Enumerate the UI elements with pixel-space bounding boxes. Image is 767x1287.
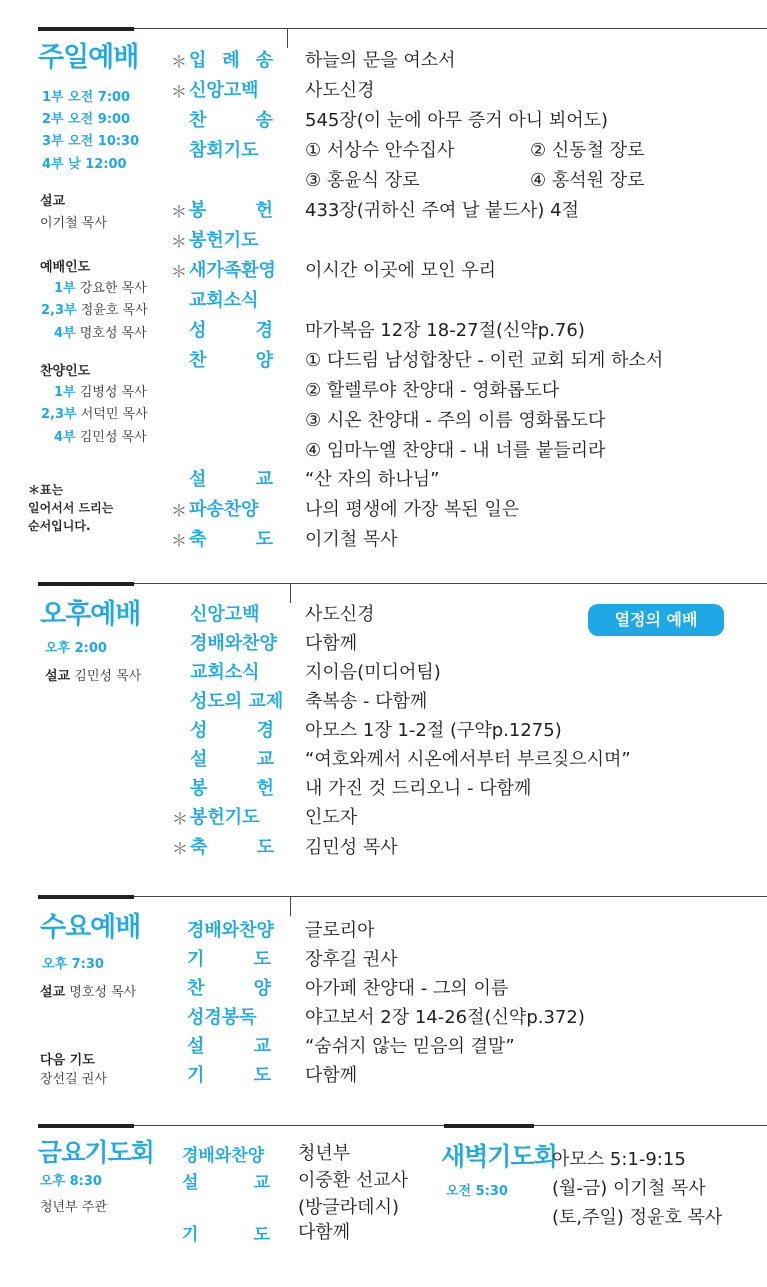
- service-time: 오후 2:00: [45, 641, 107, 656]
- order-label: 신앙고백: [190, 604, 260, 625]
- order-label: 봉헌기도: [190, 807, 260, 828]
- section-divider: [134, 896, 767, 897]
- praise-heading: 찬양인도: [40, 364, 91, 379]
- order-label: 성도의 교제: [190, 691, 284, 712]
- order-value: ② 신동철 장로: [530, 140, 645, 161]
- next-prayer-heading: 다음 기도: [40, 1053, 95, 1068]
- order-value: ④ 임마누엘 찬양대 - 내 너를 붙들리라: [305, 440, 606, 461]
- service-time: 오전 5:30: [446, 1184, 508, 1199]
- order-label: 경배와찬양: [182, 1146, 265, 1166]
- order-value: 이기철 목사: [305, 529, 398, 550]
- order-label: 축 도: [189, 529, 273, 550]
- order-value: ① 다드림 남성합창단 - 이런 교회 되게 하소서: [305, 350, 664, 371]
- order-value: 하늘의 문을 여소서: [305, 50, 456, 71]
- standing-note: ＊표는 일어서서 드리는 순서입니다.: [28, 483, 114, 533]
- order-label: 봉 헌: [189, 200, 273, 221]
- section-top-bar: [38, 1124, 134, 1128]
- order-label: 봉헌기도: [189, 230, 259, 251]
- section-title: 새벽기도회: [441, 1142, 557, 1171]
- order-value: “여호와께서 시온에서부터 부르짖으시며”: [305, 749, 631, 770]
- column-tick: [290, 583, 291, 603]
- standing-mark: ＊: [172, 839, 189, 858]
- order-value: “숨쉬지 않는 믿음의 결말”: [305, 1036, 515, 1057]
- service-time: 3부 오전 10:30: [42, 134, 140, 149]
- leader-item: 2,3부 정윤호 목사: [41, 303, 148, 318]
- order-label: 봉 헌: [190, 778, 274, 799]
- order-value: ④ 홍석원 장로: [530, 170, 645, 191]
- order-value: 다함께: [305, 1065, 358, 1086]
- section-title: 수요예배: [40, 912, 141, 943]
- standing-mark: ＊: [171, 232, 188, 251]
- order-value: 아모스 1장 1-2절 (구약p.1275): [305, 720, 562, 741]
- praise-item: 1부 김병성 목사: [54, 385, 147, 400]
- order-label: 설 교: [187, 1036, 271, 1057]
- order-value: 축복송 - 다함께: [305, 691, 428, 712]
- passionate-worship-badge: 열정의 예배: [588, 604, 724, 636]
- order-value: ③ 시온 찬양대 - 주의 이름 영화롭도다: [305, 410, 606, 431]
- section-top-bar: [38, 582, 134, 586]
- order-value: 야고보서 2장 14-26절(신약p.372): [305, 1007, 585, 1028]
- section-divider: [134, 583, 767, 584]
- order-label: 성 경: [189, 320, 273, 341]
- order-value: 433장(귀하신 주여 날 붙드사) 4절: [305, 200, 580, 221]
- order-value: 다함께: [298, 1222, 351, 1243]
- praise-item: 2,3부 서덕민 목사: [41, 407, 148, 422]
- leader-item: 1부 강요한 목사: [54, 281, 147, 296]
- sermon-info: 설교 명호성 목사: [40, 985, 137, 1000]
- order-value: 이시간 이곳에 모인 우리: [305, 260, 497, 281]
- order-value: 545장(이 눈에 아무 증거 아니 뵈어도): [305, 110, 609, 131]
- order-value: 나의 평생에 가장 복된 일은: [305, 499, 520, 520]
- host-info: 청년부 주관: [40, 1200, 107, 1215]
- service-time: 1부 오전 7:00: [42, 90, 131, 105]
- standing-mark: ＊: [171, 501, 188, 520]
- order-label: 기 도: [187, 949, 271, 970]
- order-value: 청년부: [298, 1143, 351, 1164]
- order-label: 참회기도: [189, 140, 259, 161]
- standing-mark: ＊: [171, 82, 188, 101]
- order-value: 내 가진 것 드리오니 - 다함께: [305, 778, 532, 799]
- service-time: 4부 낮 12:00: [42, 157, 127, 172]
- column-tick: [287, 28, 288, 48]
- section-divider: [534, 1125, 767, 1126]
- order-label: 교회소식: [190, 662, 260, 683]
- standing-mark: ＊: [172, 809, 189, 828]
- order-label: 찬 양: [187, 978, 271, 999]
- order-label: 경배와찬양: [190, 633, 277, 654]
- section-title: 금요기도회: [38, 1138, 154, 1167]
- standing-mark: ＊: [171, 262, 188, 281]
- leader-heading: 예배인도: [40, 260, 91, 275]
- order-label: 기 도: [187, 1065, 271, 1086]
- section-divider: [134, 28, 767, 29]
- section-top-bar: [444, 1124, 534, 1128]
- service-time: 오후 7:30: [42, 957, 104, 972]
- order-value: 아가페 찬양대 - 그의 이름: [305, 978, 509, 999]
- service-time: 2부 오전 9:00: [42, 112, 131, 127]
- order-value: 이중환 선교사: [298, 1170, 409, 1191]
- section-divider: [134, 1125, 444, 1126]
- dawn-line: (토,주일) 정윤호 목사: [552, 1207, 723, 1228]
- leader-item: 4부 명호성 목사: [54, 326, 147, 341]
- order-value: 글로리아: [305, 920, 375, 941]
- section-top-bar: [38, 895, 134, 899]
- standing-mark: ＊: [171, 202, 188, 221]
- praise-item: 4부 김민성 목사: [54, 430, 147, 445]
- order-label: 기 도: [182, 1225, 270, 1245]
- order-value: 김민성 목사: [305, 837, 398, 858]
- section-title: 주일예배: [38, 42, 139, 73]
- order-value: 장후길 권사: [305, 949, 398, 970]
- order-value: ② 할렐루야 찬양대 - 영화롭도다: [305, 380, 560, 401]
- order-value: 인도자: [305, 807, 358, 828]
- order-value: 지이음(미디어팀): [305, 662, 441, 683]
- column-tick: [290, 896, 291, 916]
- standing-mark: ＊: [171, 531, 188, 550]
- sermon-name: 이기철 목사: [40, 216, 107, 231]
- standing-mark: ＊: [171, 52, 188, 71]
- order-value: 마가복음 12장 18-27절(신약p.76): [305, 320, 585, 341]
- order-label: 성경봉독: [187, 1007, 257, 1028]
- section-title: 오후예배: [40, 599, 141, 630]
- section-top-bar: [38, 27, 134, 31]
- order-label: 새가족환영: [189, 260, 276, 281]
- order-value: 다함께: [305, 633, 358, 654]
- order-label: 파송찬양: [189, 499, 259, 520]
- order-value: 사도신경: [305, 604, 375, 625]
- order-value: 사도신경: [305, 80, 375, 101]
- order-label: 찬 양: [189, 350, 273, 371]
- order-label: 설 교: [189, 469, 273, 490]
- order-value: ③ 홍윤식 장로: [305, 170, 420, 191]
- order-value: (방글라데시): [298, 1197, 399, 1218]
- dawn-line: 아모스 5:1-9:15: [552, 1149, 686, 1170]
- order-label: 교회소식: [189, 290, 259, 311]
- order-value: “산 자의 하나님”: [305, 469, 440, 490]
- order-label: 경배와찬양: [187, 920, 274, 941]
- dawn-line: (월-금) 이기철 목사: [552, 1178, 706, 1199]
- order-label: 입 례 송: [189, 50, 273, 71]
- order-label: 찬 송: [189, 110, 273, 131]
- sermon-heading: 설교: [40, 194, 66, 209]
- order-label: 설 교: [190, 749, 274, 770]
- order-value: ① 서상수 안수집사: [305, 140, 455, 161]
- order-label: 축 도: [190, 837, 274, 858]
- next-prayer-name: 장선길 권사: [40, 1072, 107, 1087]
- service-time: 오후 8:30: [40, 1174, 102, 1189]
- order-label: 성 경: [190, 720, 274, 741]
- sermon-info: 설교 김민성 목사: [45, 669, 142, 684]
- order-label: 설 교: [182, 1173, 270, 1193]
- order-label: 신앙고백: [189, 80, 259, 101]
